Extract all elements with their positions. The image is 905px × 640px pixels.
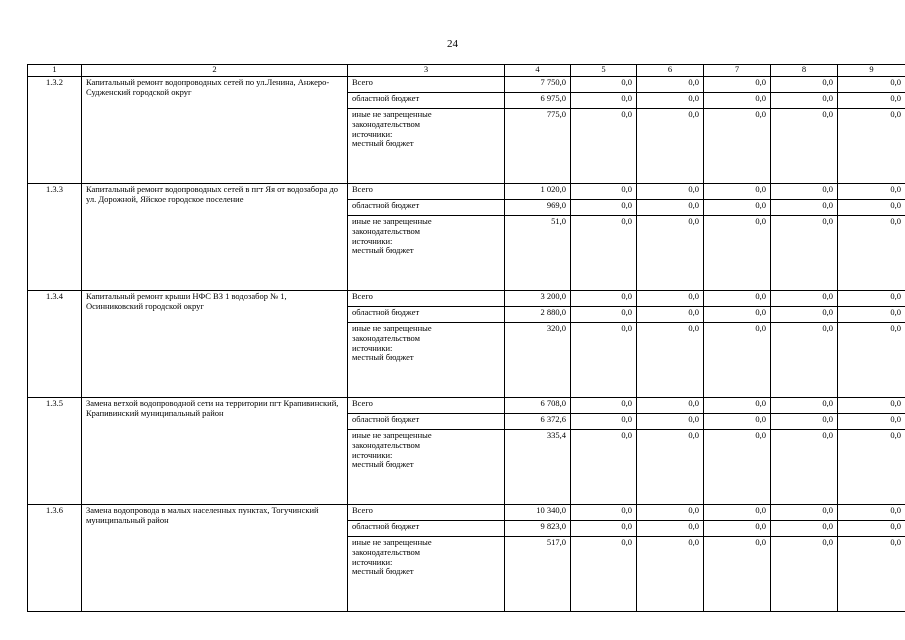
local-budget-label: местный бюджет	[352, 566, 414, 577]
other-sources-line: источники:	[352, 342, 393, 353]
value-cell: 0,0	[637, 200, 704, 216]
table-row-total	[28, 291, 905, 307]
other-sources-line: законодательством	[352, 439, 421, 450]
value-cell	[571, 430, 637, 505]
value-cell: 0,0	[637, 414, 704, 430]
local-budget-label: местный бюджет	[352, 138, 414, 149]
table-row-total	[28, 77, 905, 93]
value-cell: 0,0	[838, 398, 905, 414]
local-value: 0,0	[688, 323, 699, 333]
value-cell: 0,0	[571, 93, 637, 109]
header-cell: 6	[637, 65, 704, 77]
local-value: 0,0	[621, 430, 632, 440]
value-cell: 0,0	[571, 307, 637, 323]
other-sources-line: законодательством	[352, 225, 421, 236]
value-cell: 0,0	[771, 414, 838, 430]
header-cell: 1	[28, 65, 82, 77]
value-cell	[771, 109, 838, 184]
local-value: 0,0	[890, 323, 901, 333]
item-code: 1.3.2	[28, 77, 82, 184]
value-cell: 0,0	[704, 398, 771, 414]
value-cell: 1 020,0	[505, 184, 571, 200]
item-name: Замена водопровода в малых населенных пунктах, Тогучинский муниципальный район	[82, 505, 348, 612]
other-sources-line: иные не запрещенные	[352, 430, 432, 440]
value-cell: 0,0	[637, 505, 704, 521]
source-other-label	[348, 323, 505, 398]
local-value: 775,0	[546, 109, 566, 119]
value-cell: 0,0	[637, 93, 704, 109]
other-sources-line: законодательством	[352, 332, 421, 343]
value-cell: 0,0	[704, 77, 771, 93]
value-cell	[505, 537, 571, 612]
value-cell: 0,0	[704, 521, 771, 537]
header-cell: 8	[771, 65, 838, 77]
local-value: 0,0	[755, 430, 766, 440]
value-cell	[704, 109, 771, 184]
page-number: 24	[447, 38, 458, 50]
local-value: 0,0	[621, 109, 632, 119]
other-sources-line: законодательством	[352, 118, 421, 129]
local-value: 0,0	[755, 537, 766, 547]
value-cell: 0,0	[571, 521, 637, 537]
value-cell	[637, 430, 704, 505]
value-cell	[771, 323, 838, 398]
local-budget-label: местный бюджет	[352, 245, 414, 256]
value-cell: 0,0	[838, 307, 905, 323]
value-cell	[637, 537, 704, 612]
value-cell: 0,0	[771, 398, 838, 414]
source-regional-label: областной бюджет	[348, 93, 505, 109]
item-name: Замена ветхой водопроводной сети на территории пгт Крапивинский, Крапивинский муниципальный район	[82, 398, 348, 505]
source-total-label: Всего	[348, 184, 505, 200]
value-cell	[637, 109, 704, 184]
value-cell: 0,0	[571, 200, 637, 216]
header-cell: 5	[571, 65, 637, 77]
value-cell	[505, 216, 571, 291]
value-cell: 0,0	[838, 184, 905, 200]
value-cell: 0,0	[771, 505, 838, 521]
value-cell	[704, 216, 771, 291]
value-cell	[637, 323, 704, 398]
source-regional-label: областной бюджет	[348, 414, 505, 430]
value-cell: 0,0	[571, 291, 637, 307]
value-cell	[838, 323, 905, 398]
local-value: 51,0	[551, 216, 566, 226]
local-value: 0,0	[755, 323, 766, 333]
value-cell	[771, 216, 838, 291]
value-cell: 0,0	[704, 200, 771, 216]
local-value: 0,0	[822, 216, 833, 226]
value-cell: 0,0	[637, 521, 704, 537]
item-name: Капитальный ремонт водопроводных сетей по ул.Ленина, Анжеро-Судженский городской округ	[82, 77, 348, 184]
header-cell: 4	[505, 65, 571, 77]
value-cell: 0,0	[771, 521, 838, 537]
value-cell: 0,0	[704, 291, 771, 307]
value-cell: 0,0	[637, 184, 704, 200]
value-cell	[571, 537, 637, 612]
value-cell	[505, 430, 571, 505]
value-cell: 969,0	[505, 200, 571, 216]
other-sources-line: источники:	[352, 235, 393, 246]
value-cell: 0,0	[771, 291, 838, 307]
value-cell: 0,0	[838, 414, 905, 430]
value-cell: 0,0	[704, 307, 771, 323]
local-value: 320,0	[546, 323, 566, 333]
source-regional-label: областной бюджет	[348, 307, 505, 323]
value-cell: 0,0	[771, 93, 838, 109]
local-value: 517,0	[546, 537, 566, 547]
value-cell	[771, 537, 838, 612]
item-code: 1.3.4	[28, 291, 82, 398]
value-cell: 0,0	[704, 93, 771, 109]
value-cell: 0,0	[637, 398, 704, 414]
value-cell: 0,0	[771, 184, 838, 200]
local-value: 0,0	[688, 216, 699, 226]
local-value: 0,0	[621, 323, 632, 333]
value-cell: 7 750,0	[505, 77, 571, 93]
local-budget-label: местный бюджет	[352, 459, 414, 470]
local-value: 0,0	[890, 216, 901, 226]
value-cell: 0,0	[571, 184, 637, 200]
value-cell: 6 372,6	[505, 414, 571, 430]
header-cell: 9	[838, 65, 905, 77]
value-cell: 0,0	[704, 505, 771, 521]
value-cell: 3 200,0	[505, 291, 571, 307]
local-value: 0,0	[822, 430, 833, 440]
source-other-label	[348, 430, 505, 505]
source-total-label: Всего	[348, 291, 505, 307]
table-row-total	[28, 398, 905, 414]
other-sources-line: источники:	[352, 556, 393, 567]
local-value: 0,0	[755, 109, 766, 119]
value-cell	[505, 109, 571, 184]
value-cell	[704, 537, 771, 612]
local-value: 0,0	[688, 109, 699, 119]
value-cell: 6 975,0	[505, 93, 571, 109]
local-value: 0,0	[822, 537, 833, 547]
header-cell: 2	[82, 65, 348, 77]
local-value: 0,0	[688, 430, 699, 440]
value-cell: 0,0	[571, 414, 637, 430]
local-value: 0,0	[621, 216, 632, 226]
item-name: Капитальный ремонт водопроводных сетей в пгт Яя от водозабора до ул. Дорожной, Яйское городское поселение	[82, 184, 348, 291]
value-cell: 0,0	[838, 291, 905, 307]
other-sources-line: иные не запрещенные	[352, 323, 432, 333]
value-cell	[637, 216, 704, 291]
value-cell: 0,0	[838, 93, 905, 109]
value-cell: 0,0	[838, 505, 905, 521]
item-code: 1.3.6	[28, 505, 82, 612]
other-sources-line: источники:	[352, 449, 393, 460]
value-cell	[704, 323, 771, 398]
local-value: 0,0	[621, 537, 632, 547]
value-cell: 0,0	[637, 291, 704, 307]
header-cell: 7	[704, 65, 771, 77]
source-total-label: Всего	[348, 505, 505, 521]
item-code: 1.3.3	[28, 184, 82, 291]
value-cell	[838, 216, 905, 291]
value-cell	[771, 430, 838, 505]
budget-table	[27, 64, 905, 612]
source-other-label	[348, 216, 505, 291]
local-budget-label: местный бюджет	[352, 352, 414, 363]
value-cell	[838, 537, 905, 612]
local-value: 0,0	[890, 109, 901, 119]
value-cell: 0,0	[838, 200, 905, 216]
other-sources-line: источники:	[352, 128, 393, 139]
table-row-total	[28, 184, 905, 200]
other-sources-line: иные не запрещенные	[352, 537, 432, 547]
value-cell	[571, 216, 637, 291]
local-value: 0,0	[890, 430, 901, 440]
header-cell: 3	[348, 65, 505, 77]
source-other-label	[348, 109, 505, 184]
value-cell: 0,0	[771, 77, 838, 93]
value-cell: 0,0	[771, 307, 838, 323]
value-cell: 0,0	[838, 77, 905, 93]
source-other-label	[348, 537, 505, 612]
value-cell: 2 880,0	[505, 307, 571, 323]
header-row	[28, 65, 905, 77]
value-cell: 10 340,0	[505, 505, 571, 521]
value-cell	[704, 430, 771, 505]
source-total-label: Всего	[348, 398, 505, 414]
value-cell: 0,0	[838, 521, 905, 537]
local-value: 0,0	[822, 109, 833, 119]
source-total-label: Всего	[348, 77, 505, 93]
value-cell: 0,0	[704, 184, 771, 200]
other-sources-line: иные не запрещенные	[352, 109, 432, 119]
local-value: 0,0	[755, 216, 766, 226]
local-value: 335,4	[546, 430, 566, 440]
value-cell	[838, 430, 905, 505]
local-value: 0,0	[688, 537, 699, 547]
table-row-total	[28, 505, 905, 521]
value-cell	[505, 323, 571, 398]
item-name: Капитальный ремонт крыши НФС ВЗ 1 водозабор № 1, Осинниковский городской округ	[82, 291, 348, 398]
value-cell: 0,0	[771, 200, 838, 216]
value-cell: 0,0	[571, 505, 637, 521]
local-value: 0,0	[890, 537, 901, 547]
item-code: 1.3.5	[28, 398, 82, 505]
value-cell: 6 708,0	[505, 398, 571, 414]
value-cell	[838, 109, 905, 184]
other-sources-line: иные не запрещенные	[352, 216, 432, 226]
value-cell: 0,0	[637, 307, 704, 323]
value-cell: 0,0	[571, 77, 637, 93]
source-regional-label: областной бюджет	[348, 200, 505, 216]
value-cell	[571, 323, 637, 398]
value-cell: 0,0	[704, 414, 771, 430]
value-cell: 0,0	[637, 77, 704, 93]
source-regional-label: областной бюджет	[348, 521, 505, 537]
local-value: 0,0	[822, 323, 833, 333]
value-cell: 0,0	[571, 398, 637, 414]
value-cell	[571, 109, 637, 184]
value-cell: 9 823,0	[505, 521, 571, 537]
other-sources-line: законодательством	[352, 546, 421, 557]
